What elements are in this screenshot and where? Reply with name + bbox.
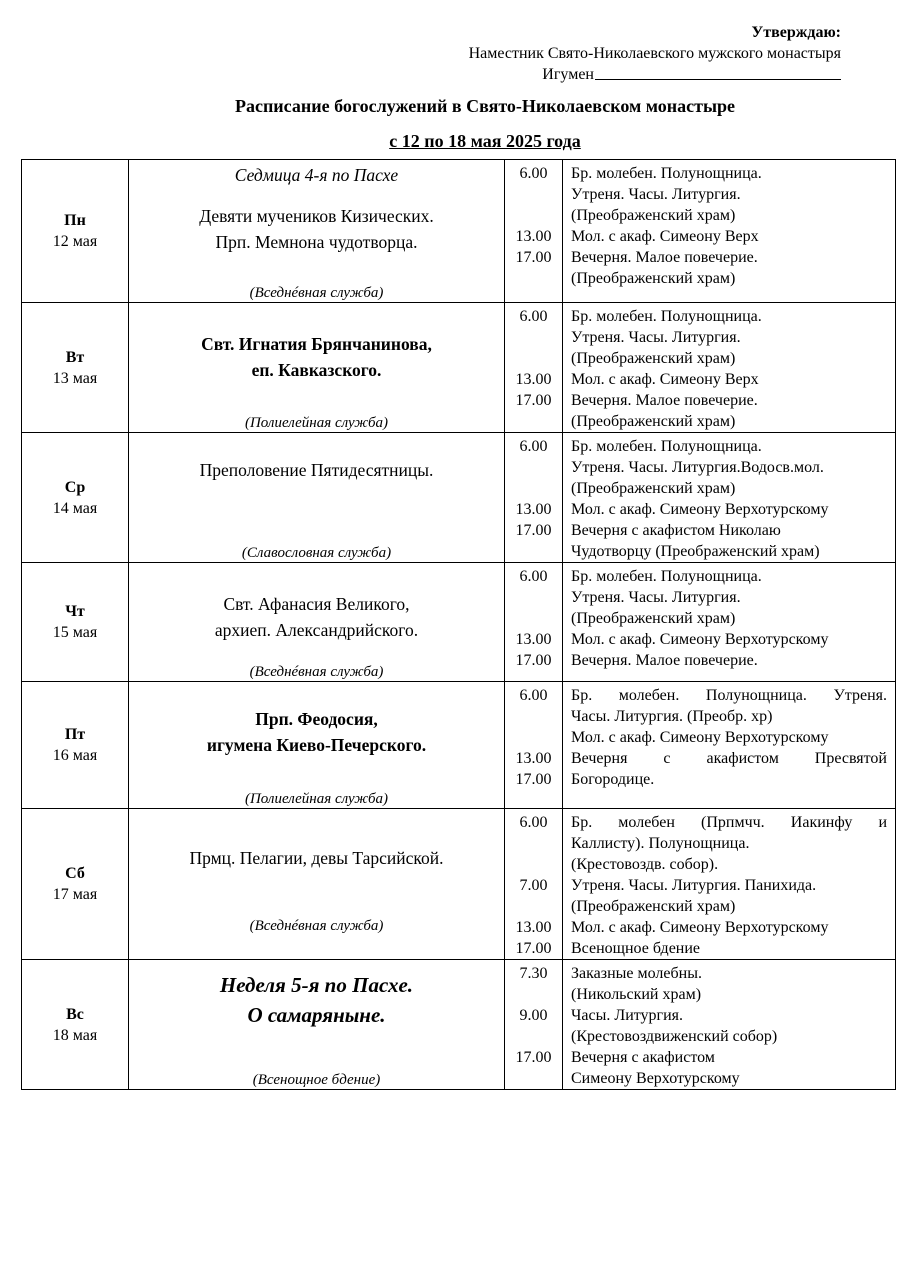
- times-cell: [505, 433, 563, 563]
- service-detail: (Преображенский храм): [571, 270, 736, 287]
- service-time: [505, 587, 562, 608]
- times-cell: [505, 563, 563, 682]
- saint-line: еп. Кавказского.: [251, 360, 382, 380]
- abbot-signature-line: [469, 64, 841, 85]
- service-detail: Мол. с акаф. Симеону Верхотурскому: [571, 501, 829, 518]
- date: 14 мая: [52, 499, 98, 517]
- service-time: 13.00: [515, 501, 552, 518]
- times-cell: [505, 960, 563, 1090]
- service-detail: (Крестовоздв. собор).: [571, 856, 719, 873]
- week-note: Седмица 4-я по Пасхе: [234, 165, 399, 185]
- details-cell: [563, 809, 896, 960]
- service-detail: Бр. молебен. Полунощница. Утреня.: [571, 687, 887, 704]
- saint-line: О самаряныне.: [247, 1003, 386, 1027]
- times-cell: [505, 809, 563, 960]
- day-row: [22, 160, 896, 303]
- service-time: [505, 348, 562, 369]
- service-type: (Полиелейная служба): [244, 415, 389, 431]
- abbot-label: Игумен: [542, 66, 594, 83]
- service-detail: Бр. молебен. Полунощница.: [571, 308, 762, 325]
- service-time: [505, 854, 562, 875]
- service-detail: Утреня. Часы. Литургия.: [571, 589, 741, 606]
- service-detail: Часы. Литургия. (Преобр. хр): [571, 708, 773, 725]
- service-time: [505, 541, 562, 562]
- service-time: [505, 984, 562, 1005]
- saint-line: Свт. Игнатия Брянчанинова,: [201, 334, 432, 354]
- saint-line: Свт. Афанасия Великого,: [223, 594, 410, 614]
- details-cell: [563, 563, 896, 682]
- saint-line: Преполовение Пятидесятницы.: [199, 460, 434, 480]
- service-detail: (Преображенский храм): [571, 413, 736, 430]
- service-time: [505, 896, 562, 917]
- service-time: [505, 608, 562, 629]
- service-time: [505, 327, 562, 348]
- service-time: [505, 706, 562, 727]
- service-detail: (Преображенский храм): [571, 610, 736, 627]
- date: 15 мая: [52, 624, 98, 641]
- service-time: [505, 1068, 562, 1089]
- service-detail: Бр. молебен. Полунощница.: [571, 165, 762, 182]
- service-time: 17.00: [515, 652, 552, 669]
- service-time: [505, 833, 562, 854]
- service-time: 17.00: [515, 940, 552, 957]
- service-type: (Вседнéвная служба): [249, 285, 384, 301]
- times-cell: [505, 682, 563, 809]
- weekday: Чт: [65, 603, 85, 620]
- day-row: [22, 303, 896, 433]
- feast-cell: [129, 682, 505, 809]
- service-detail: (Преображенский храм): [571, 480, 736, 497]
- details-cell: [563, 160, 896, 303]
- weekday: Ср: [64, 478, 86, 496]
- service-detail: (Никольский храм): [571, 986, 702, 1003]
- day-row: [22, 563, 896, 682]
- service-detail: (Крестовоздвиженский собор): [571, 1028, 778, 1045]
- service-time: 17.00: [515, 1049, 552, 1066]
- service-detail: Мол. с акаф. Симеону Верхотурскому: [571, 729, 829, 746]
- service-time: 9.00: [519, 1007, 548, 1024]
- service-time: 7.00: [519, 877, 548, 894]
- service-time: 13.00: [515, 750, 552, 767]
- service-time: [505, 411, 562, 432]
- service-detail: Бр. молебен (Прпмчч. Иакинфу и: [571, 814, 887, 831]
- service-detail: Каллисту). Полунощница.: [571, 835, 750, 852]
- service-type: (Всенощное бдение): [252, 1072, 381, 1088]
- service-time: 6.00: [519, 687, 548, 704]
- details-cell: [563, 433, 896, 563]
- service-time: 13.00: [515, 228, 552, 245]
- service-detail: Часы. Литургия.: [571, 1007, 684, 1024]
- service-time: 13.00: [515, 631, 552, 648]
- saint-line: Прп. Мемнона чудотворца.: [215, 232, 418, 252]
- date: 17 мая: [52, 886, 98, 903]
- service-detail: Всенощное бдение: [571, 940, 701, 957]
- times-cell: [505, 160, 563, 303]
- saint-line: Девяти мучеников Кизических.: [199, 206, 434, 226]
- feast-cell: [129, 960, 505, 1090]
- service-detail: Утреня. Часы. Литургия.: [571, 329, 741, 346]
- service-type: (Полиелейная служба): [244, 791, 389, 807]
- service-detail: Вечерня с акафистом: [571, 1049, 715, 1066]
- day-cell: [22, 960, 129, 1090]
- details-cell: [563, 682, 896, 809]
- service-detail: Утреня. Часы. Литургия.Водосв.мол.: [571, 459, 824, 476]
- service-time: 7.30: [519, 965, 548, 982]
- service-time: [505, 727, 562, 748]
- service-detail: Вечерня с акафистом Пресвятой: [571, 750, 887, 767]
- date: 18 мая: [52, 1026, 98, 1044]
- service-time: 6.00: [519, 814, 548, 831]
- service-time: [505, 268, 562, 289]
- service-detail: Симеону Верхотурскому: [571, 1070, 740, 1087]
- service-time: [505, 1026, 562, 1047]
- signature-blank: [595, 64, 841, 80]
- service-time: 6.00: [519, 165, 548, 182]
- service-detail: Вечерня. Малое повечерие.: [571, 652, 758, 669]
- service-detail: Мол. с акаф. Симеону Верхотурскому: [571, 631, 829, 648]
- day-cell: [22, 682, 129, 809]
- details-cell: [563, 303, 896, 433]
- schedule-period: с 12 по 18 мая 2025 года: [389, 131, 581, 151]
- service-time: 17.00: [515, 249, 552, 266]
- date: 13 мая: [52, 369, 98, 387]
- day-cell: [22, 160, 129, 303]
- service-type: (Вседнéвная служба): [249, 918, 384, 934]
- feast-cell: [129, 563, 505, 682]
- schedule-table: [21, 159, 896, 1090]
- day-row: [22, 960, 896, 1090]
- feast-cell: [129, 433, 505, 563]
- day-cell: [22, 433, 129, 563]
- day-row: [22, 809, 896, 960]
- day-cell: [22, 563, 129, 682]
- service-detail: Заказные молебны.: [571, 965, 702, 982]
- service-detail: Бр. молебен. Полунощница.: [571, 438, 762, 455]
- date: 12 мая: [52, 233, 98, 250]
- service-type: (Вседнéвная служба): [249, 664, 384, 680]
- service-detail: Вечерня. Малое повечерие.: [571, 249, 758, 266]
- weekday: Вс: [66, 1005, 84, 1023]
- approval-position: Наместник Свято-Николаевского мужского монастыря: [468, 45, 841, 62]
- service-detail: Утреня. Часы. Литургия.: [571, 186, 741, 203]
- page-title: Расписание богослужений в Свято-Николаевском монастыре: [234, 96, 736, 116]
- service-time: 17.00: [515, 392, 552, 409]
- feast-cell: [129, 809, 505, 960]
- service-time: 6.00: [519, 438, 548, 455]
- saint-line: Прмц. Пелагии, девы Тарсийской.: [189, 848, 444, 868]
- saint-line: Прп. Феодосия,: [255, 709, 378, 729]
- service-detail: Мол. с акаф. Симеону Верх: [571, 228, 759, 245]
- service-time: 17.00: [515, 522, 552, 539]
- weekday: Вт: [65, 348, 85, 366]
- service-detail: (Преображенский храм): [571, 350, 736, 367]
- day-cell: [22, 303, 129, 433]
- weekday: Сб: [65, 865, 85, 882]
- weekday: Пт: [64, 726, 86, 743]
- service-detail: Чудотворцу (Преображенский храм): [571, 543, 820, 560]
- weekday: Пн: [64, 212, 86, 229]
- day-cell: [22, 809, 129, 960]
- times-cell: [505, 303, 563, 433]
- details-cell: [563, 960, 896, 1090]
- service-time: 6.00: [519, 568, 548, 585]
- saint-line: Неделя 5-я по Пасхе.: [219, 973, 414, 997]
- service-detail: Мол. с акаф. Симеону Верхотурскому: [571, 919, 829, 936]
- service-detail: Вечерня. Малое повечерие.: [571, 392, 758, 409]
- approval-heading: Утверждаю:: [751, 24, 841, 41]
- service-detail: (Преображенский храм): [571, 207, 736, 224]
- saint-line: архиеп. Александрийского.: [214, 620, 419, 640]
- date: 16 мая: [52, 747, 98, 764]
- service-detail: Вечерня с акафистом Николаю: [571, 522, 781, 539]
- service-type: (Славословная служба): [241, 545, 392, 561]
- service-time: [505, 457, 562, 478]
- feast-cell: [129, 303, 505, 433]
- service-detail: Бр. молебен. Полунощница.: [571, 568, 762, 585]
- service-detail: Богородице.: [571, 771, 655, 788]
- service-detail: Мол. с акаф. Симеону Верх: [571, 371, 759, 388]
- service-time: 13.00: [515, 371, 552, 388]
- service-detail: (Преображенский храм): [571, 898, 736, 915]
- service-time: 6.00: [519, 308, 548, 325]
- service-time: 13.00: [515, 919, 552, 936]
- approval-block: [469, 22, 841, 85]
- saint-line: игумена Киево-Печерского.: [206, 735, 427, 755]
- day-row: [22, 433, 896, 563]
- service-time: [505, 184, 562, 205]
- day-row: [22, 682, 896, 809]
- service-time: 17.00: [515, 771, 552, 788]
- service-time: [505, 478, 562, 499]
- service-detail: Утреня. Часы. Литургия. Панихида.: [571, 877, 817, 894]
- service-time: [505, 205, 562, 226]
- feast-cell: [129, 160, 505, 303]
